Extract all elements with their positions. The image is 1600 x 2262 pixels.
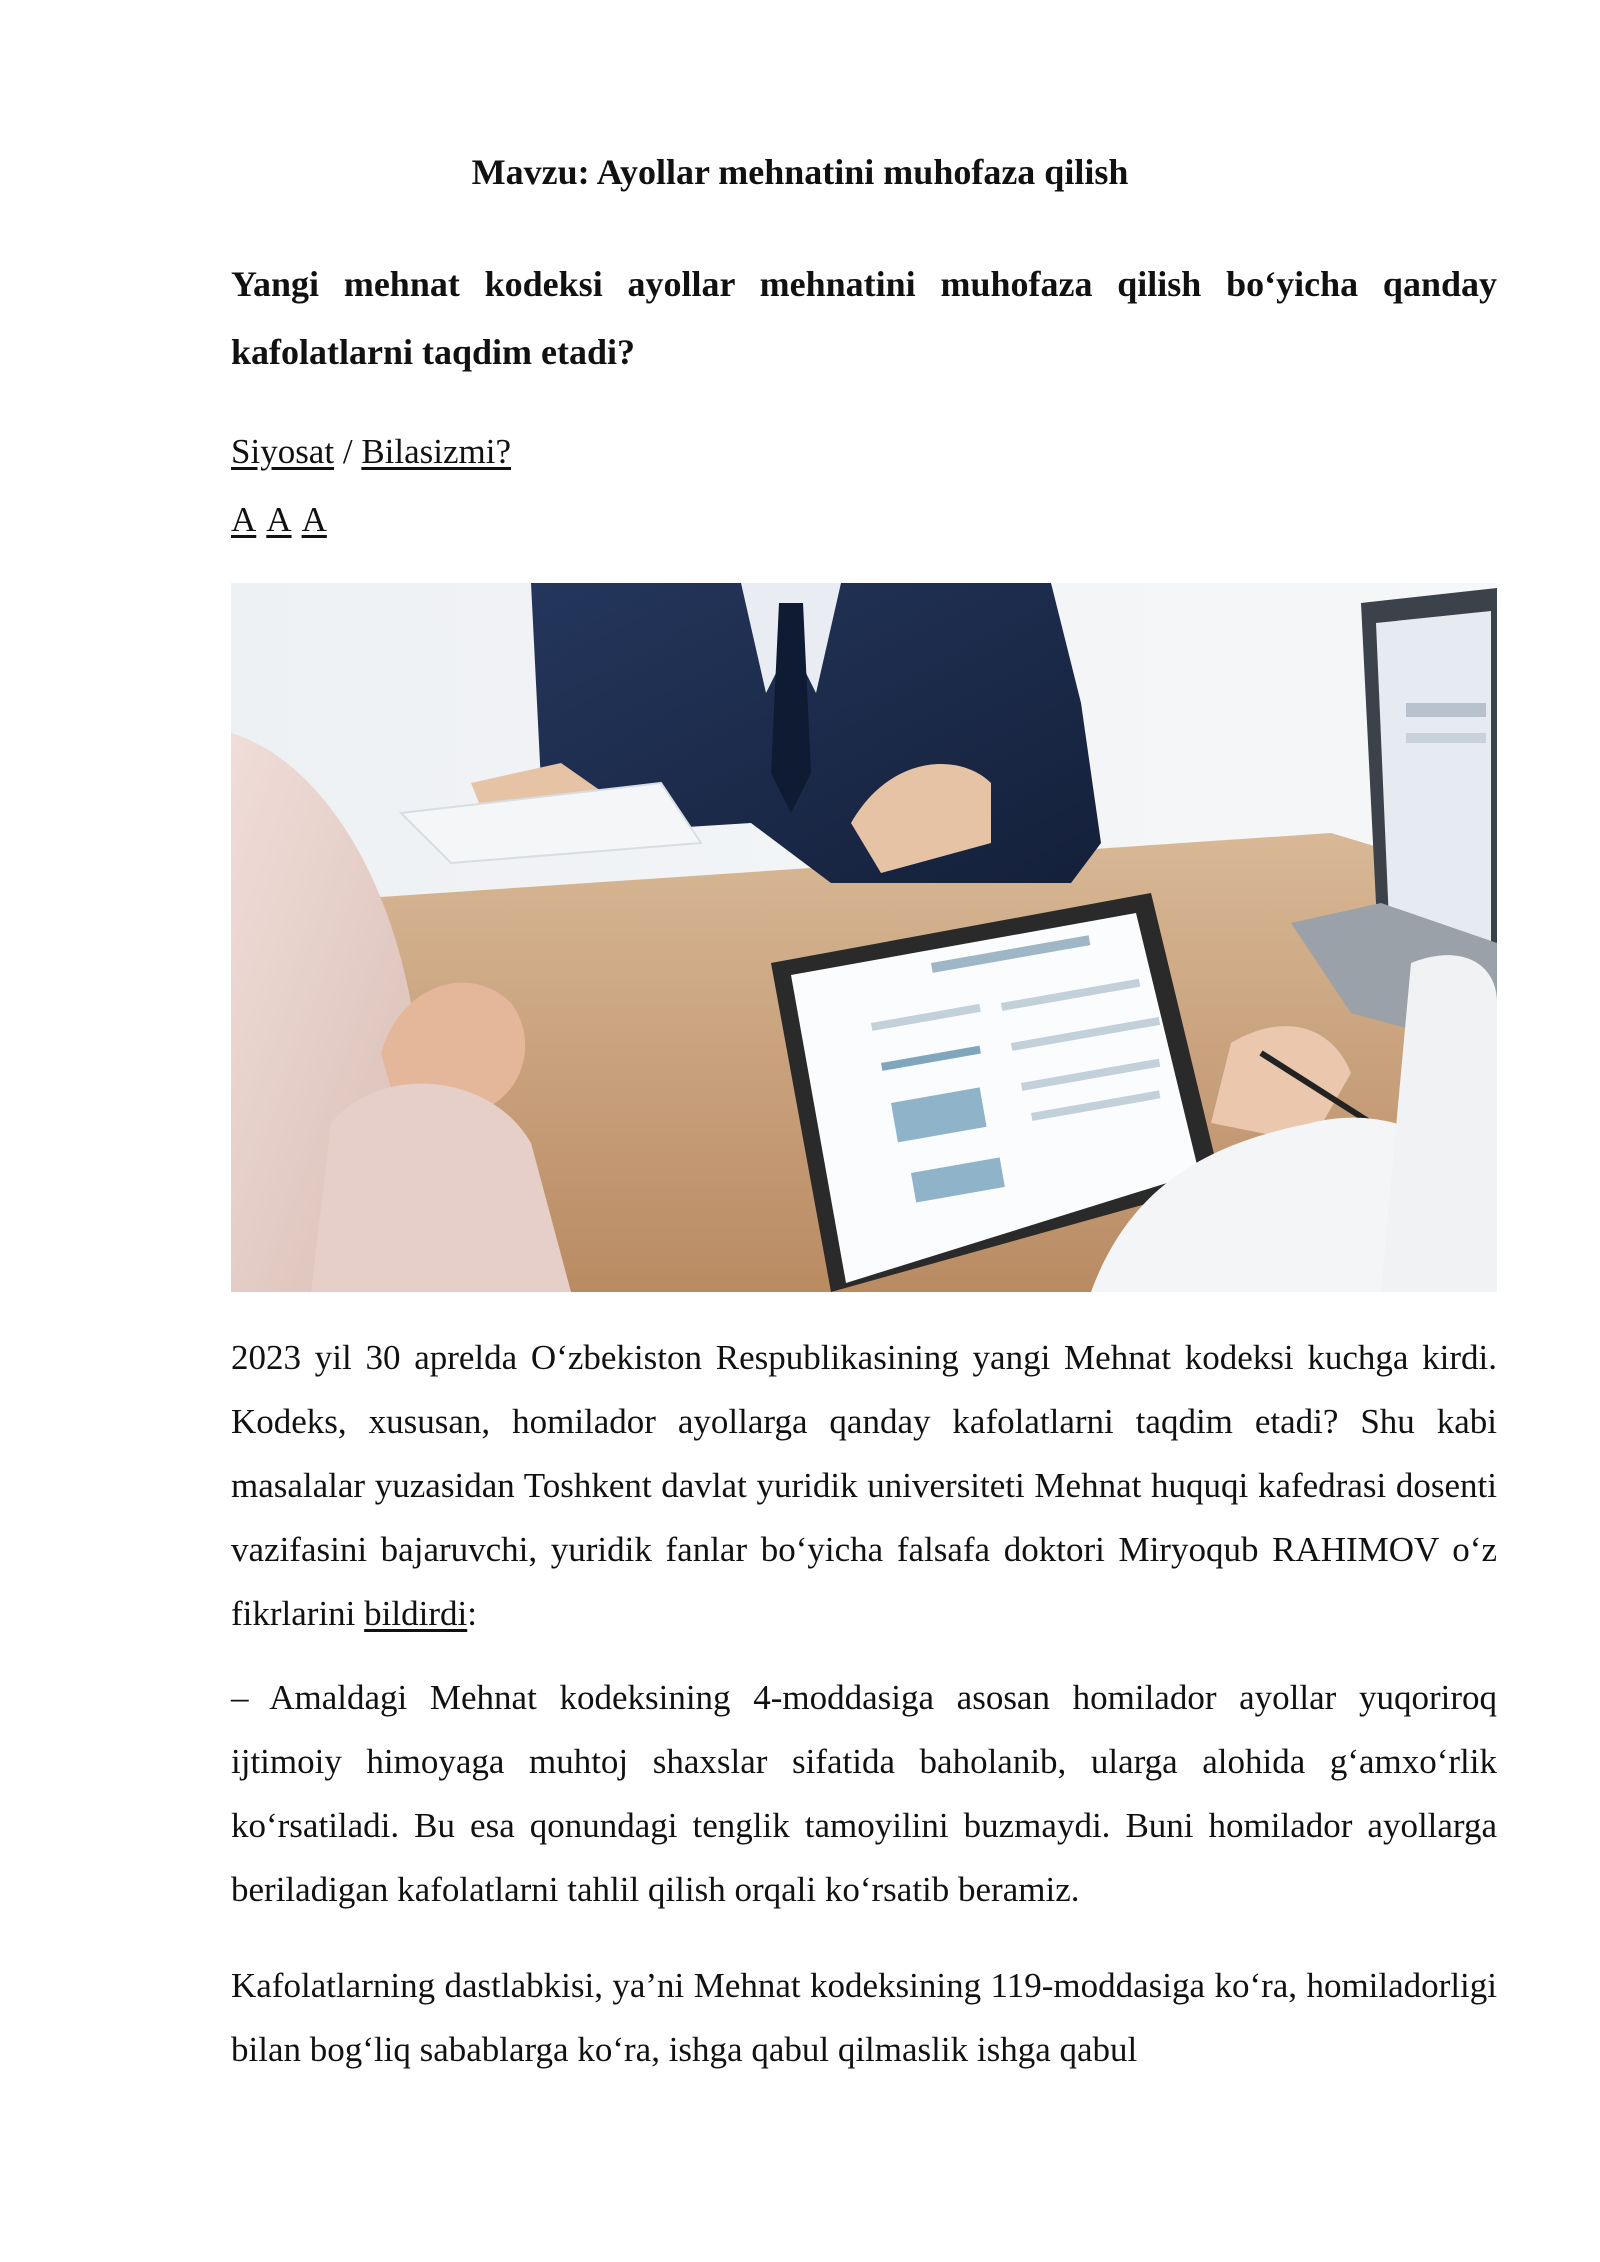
breadcrumb bbox=[231, 428, 511, 476]
article-paragraph-1 bbox=[231, 1326, 1497, 1646]
breadcrumb-category-link[interactable]: Siyosat bbox=[231, 432, 335, 471]
breadcrumb-subcategory-link[interactable]: Bilasizmi? bbox=[361, 432, 512, 471]
font-size-medium-button[interactable]: A bbox=[266, 500, 292, 539]
paragraph-1-end: : bbox=[467, 1594, 477, 1633]
paragraph-1-text: 2023 yil 30 aprelda O‘zbekiston Respublikasining yangi Mehnat kodeksi kuchga kirdi. Kodeks, xususan, homilador ayollarga qanday kafolatlarni taqdim etadi? Shu kabi masalalar yuzasidan Toshkent davlat yuridik universiteti Mehnat huquqi kafedrasi dosenti vazifasini bajaruvchi, yuridik fanlar bo‘yicha falsafa doktori Miryoqub RAHIMOV o‘z fikrlarini bbox=[231, 1338, 1497, 1633]
font-size-large-button[interactable]: A bbox=[301, 500, 327, 539]
article-hero-image bbox=[231, 583, 1497, 1292]
topic-title: Mavzu: Ayollar mehnatini muhofaza qilish bbox=[471, 152, 1129, 192]
breadcrumb-separator: / bbox=[334, 432, 362, 471]
bildirdi-link[interactable]: bildirdi bbox=[364, 1594, 468, 1633]
font-size-small-button[interactable]: A bbox=[231, 500, 257, 539]
article-paragraph-2: – Amaldagi Mehnat kodeksining 4-moddasiga asosan homilador ayollar yuqoriroq ijtimoiy himoyaga muhtoj shaxslar sifatida baholanib, ularga alohida g‘amxo‘rlik ko‘rsatiladi. Bu esa qonundagi tenglik tamoyilini buzmaydi. Buni homilador ayollarga beriladigan kafolatlarni tahlil qilish orqali ko‘rsatib beramiz. bbox=[231, 1678, 1497, 1909]
article-paragraph-3: Kafolatlarning dastlabkisi, ya’ni Mehnat kodeksining 119-moddasiga ko‘ra, homiladorligi bilan bog‘liq sabablarga ko‘ra, ishga qabul qilmaslik ishga qabul bbox=[231, 1966, 1497, 2069]
article-headline: Yangi mehnat kodeksi ayollar mehnatini muhofaza qilish bo‘yicha qanday kafolatlarni taqdim etadi? bbox=[231, 264, 1497, 372]
font-size-controls bbox=[231, 496, 337, 544]
